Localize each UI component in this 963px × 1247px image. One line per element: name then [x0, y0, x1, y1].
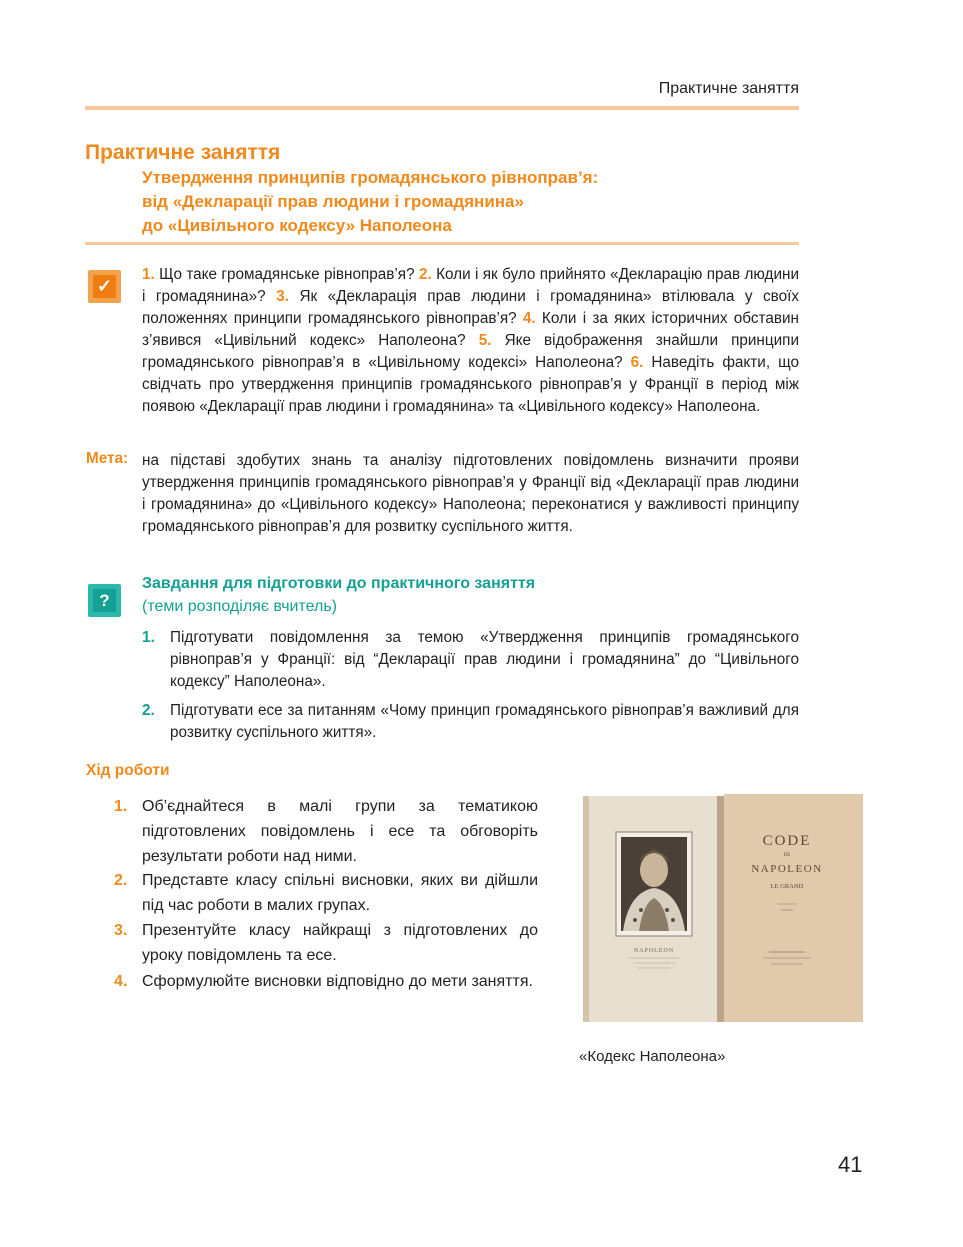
page-subtitle [142, 166, 792, 238]
page-number: 41 [838, 1152, 863, 1177]
code-napoleon-photo [581, 792, 865, 1024]
portrait-caption: NAPOLEON [633, 948, 675, 954]
question-text: Коли і як було прийнято «Декларацію прав людини і громадянина»? [142, 266, 800, 305]
subtitle-line: до «Цивільного кодексу» Наполеона [142, 216, 452, 235]
step-number: 4. [114, 973, 128, 990]
step-text: Презентуйте класу найкращі з підготовлених до уроку повідомлень та есе. [142, 922, 538, 964]
book-title-napoleon: NAPOLEON [751, 863, 823, 875]
question-icon: ? [88, 584, 121, 617]
review-questions [142, 264, 799, 418]
task-text: Підготувати есе за питанням «Чому принцип громадянського рівноправ’я важливий для розвитку суспільного життя». [170, 702, 799, 741]
workflow-step [114, 794, 538, 869]
question-number: 6. [630, 354, 644, 371]
check-icon: ✓ [88, 270, 121, 303]
goal-text: на підставі здобутих знань та аналізу підготовлених повідомлень визначити прояви утвердження принципів громадянського рівноправ’я у Франції від «Декларації прав людини і громадянина» до «Цивільного кодексу» Наполеона; переконатися у важливості принципу громадянського рівноправ’я для розвитку суспільного життя. [142, 452, 799, 535]
question-text: Наведіть факти, що свідчать про утвердження принципів громадянського рівноправ’я у Франції в період між появою «Декларації прав людини і громадянина» та «Цивільного кодексу» Наполеона. [142, 354, 800, 415]
preparation-task [142, 627, 799, 693]
running-header: Практичне заняття [658, 80, 799, 97]
header-divider [85, 106, 799, 110]
question-number: 3. [276, 288, 289, 305]
task-number: 2. [142, 702, 155, 719]
step-number: 1. [114, 798, 128, 815]
portrait-head [640, 853, 668, 887]
step-text: Об’єднайтеся в малі групи за тематикою підготовлених повідомлень і есе та обговоріть результати роботи над ними. [142, 798, 538, 865]
question-text: Як «Декларація прав людини і громадянина» втілювала у своїх положеннях принципи громадянського рівноправ’я? [142, 288, 800, 327]
preparation-task [142, 700, 799, 744]
task-text: Підготувати повідомлення за темою «Утвердження принципів громадянського рівноправ’я у Франції: від “Декларації прав людини і громадянина” до “Цивільного кодексу” Наполеона». [170, 629, 799, 690]
book-title-code: CODE [762, 833, 812, 849]
step-text: Представте класу спільні висновки, яких ви дійшли під час роботи в малих групах. [142, 872, 538, 914]
subtitle-line: від «Декларації прав людини і громадянина» [142, 192, 524, 211]
step-number: 3. [114, 922, 128, 939]
book-title-legrand: LE GRAND [770, 883, 804, 890]
preparation-subtitle: (теми розподіляє вчитель) [142, 598, 337, 615]
photo-caption: «Кодекс Наполеона» [579, 1048, 726, 1065]
question-number: 4. [522, 310, 536, 327]
task-number: 1. [142, 629, 155, 646]
question-text: Коли і за яких історичних обставин з’явився «Цивільний кодекс» Наполеона? [142, 310, 799, 349]
step-number: 2. [114, 872, 128, 889]
workflow-step [114, 868, 538, 918]
question-number: 1. [142, 266, 155, 283]
step-text: Сформулюйте висновки відповідно до мети заняття. [142, 973, 533, 990]
workflow-step [114, 918, 538, 968]
question-number: 5. [478, 332, 492, 349]
goal-label: Мета: [86, 450, 129, 467]
question-number: 2. [418, 266, 432, 283]
workflow-title: Хід роботи [86, 762, 170, 779]
title-divider [85, 242, 799, 245]
workflow-step [114, 969, 538, 994]
preparation-title: Завдання для підготовки до практичного заняття [142, 575, 536, 592]
page-title: Практичне заняття [85, 141, 281, 164]
subtitle-line: Утвердження принципів громадянського рівноправ’я: [142, 168, 599, 187]
book-title-de: DE [783, 853, 791, 858]
question-text: Яке відображення знайшли принципи громадянського рівноправ’я в «Цивільному кодексі» Наполеона? [142, 332, 799, 371]
question-text: Що таке громадянське рівноправ’я? [159, 266, 415, 283]
